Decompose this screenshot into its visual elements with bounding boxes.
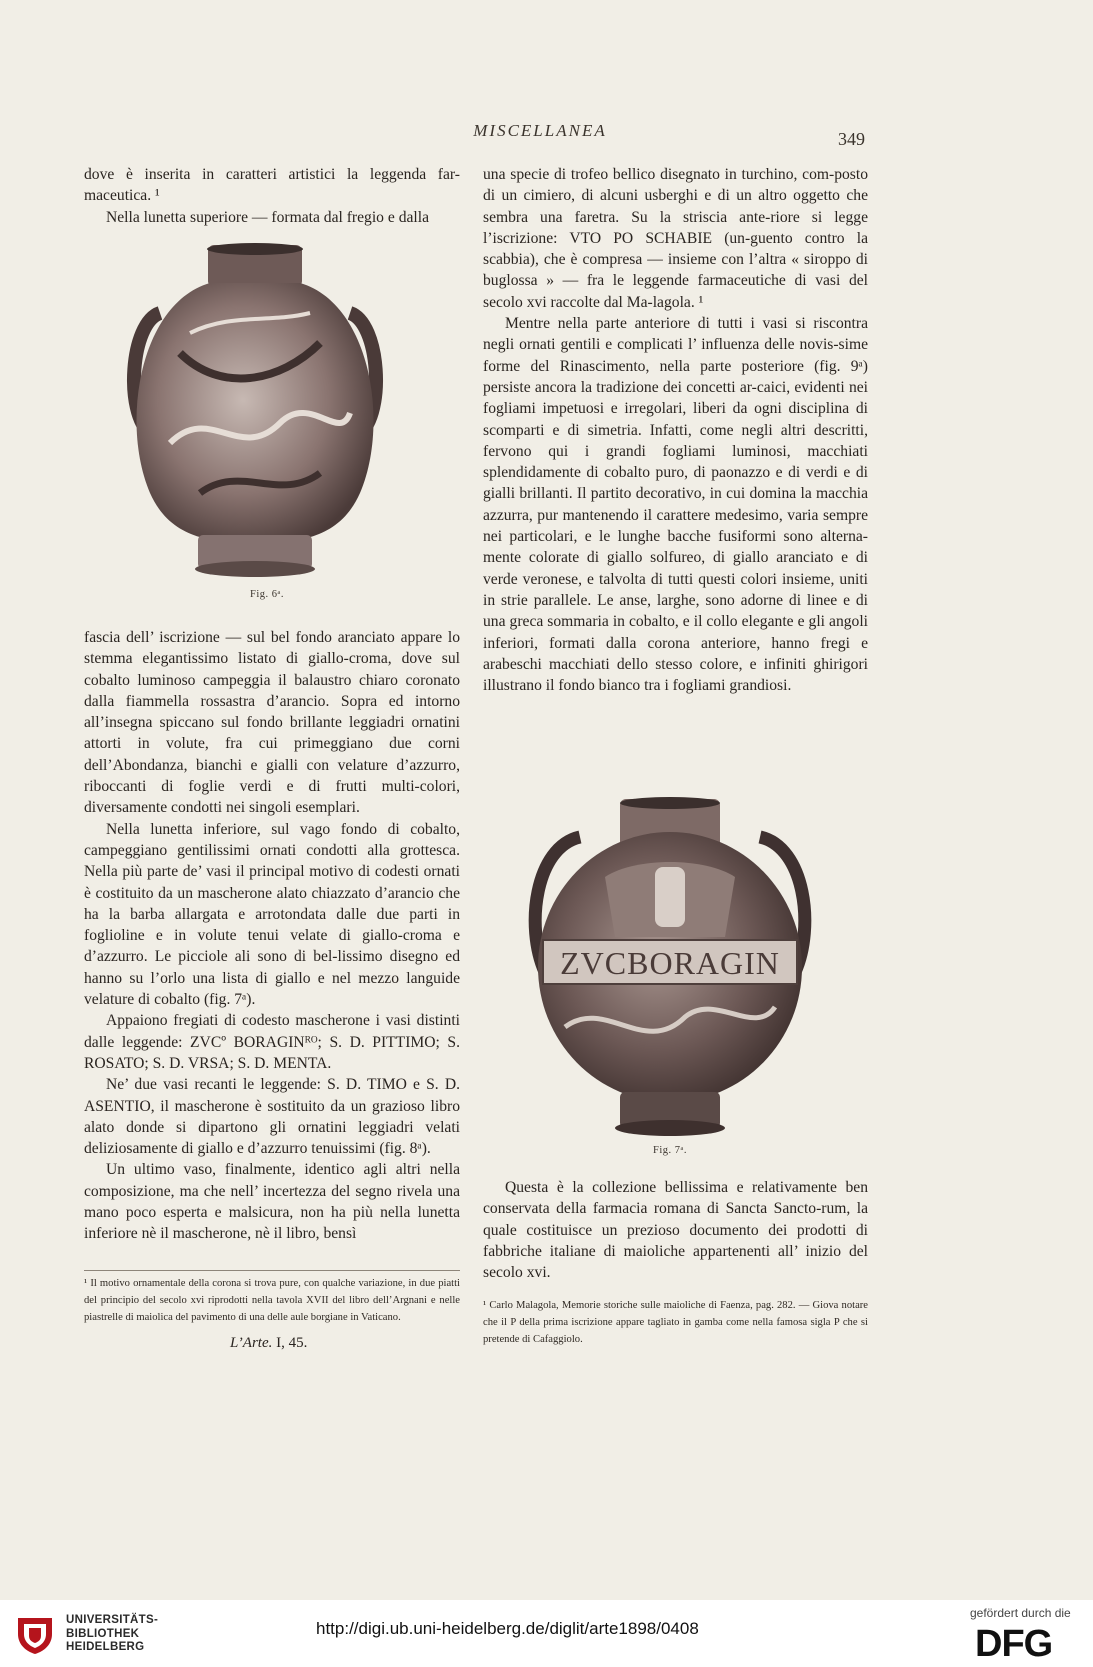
footnote-left: ¹ Il motivo ornamentale della corona si trova pure, con qualche variazione, in due piatti del principio del secolo xvi riprodotti nella tavola XVII del libro dell’Argnani e nelle piastrelle di maiolica del pavimento di una delle aule borgiane in Vaticano.	[84, 1278, 460, 1323]
jar-illustration-icon	[120, 243, 390, 583]
funding-note: gefördert durch die	[970, 1606, 1071, 1620]
paragraph: una specie di trofeo bellico disegnato in turchino, com-posto di un cimiero, di alcuni usberghi e di un altro oggetto che sembra una faretra. Su la striscia ante-riore si legge l’iscrizione: VTO PO SCHABIE (un-guento contro la scabbia), che è compresa — insieme con l’altra « siroppo di buglossa » — fra le leggende farmaceutiche di vasi del secolo xvi raccolte dal Ma-lagola. ¹	[483, 166, 868, 311]
figure-6-caption: Fig. 6ᵃ.	[250, 589, 285, 600]
university-library-logo-icon	[14, 1614, 56, 1656]
footnote-rule	[84, 1270, 460, 1271]
paragraph: Nella lunetta inferiore, sul vago fondo di cobalto, campeggiano gentilissimi ornati condotti alla grottesca. Nella più parte de’ vasi il principal motivo di codesti ornati è costituito da un mascherone alato chiazzato d’arancio che ha la barba allargata e arrotondata dalle due parti in foglioline e in volute tenui velate di giallo-croma e d’azzurro. Le picciole ali sono di bel-lissimo disegno ed hanno su l’orlo una lista di giallo e nel mezzo languide velature di cobalto (fig. 7ᵃ).	[84, 820, 460, 1009]
paragraph: Appaiono fregiati di codesto mascherone i vasi distinti dalle leggende: ZVCº BORAGINᴿᴼ; S. D. PITTIMO; S. ROSATO; S. D. VRSA; S. D. MENTA.	[84, 1012, 460, 1072]
paragraph: Un ultimo vaso, finalmente, identico agli altri nella composizione, ma che nell’ incertezza del segno rivela una mano poco esperta e malsicura, non ha più nella lunetta inferiore nè il mascherone, nè il libro, bensì	[84, 1161, 460, 1243]
permalink-url[interactable]: http://digi.ub.uni-heidelberg.de/diglit/arte1898/0408	[316, 1619, 699, 1638]
institution-name	[66, 1614, 158, 1655]
left-column-top	[84, 164, 460, 228]
left-column-bottom	[84, 627, 460, 1245]
journal-signature	[230, 1335, 307, 1352]
institution-line: UNIVERSITÄTS-	[66, 1614, 159, 1626]
jar-inscription: ZVCBORAGIN	[560, 945, 780, 981]
dfg-logo-text: DFG	[975, 1624, 1053, 1660]
footnote-right: ¹ Carlo Malagola, Memorie storiche sulle maioliche di Faenza, pag. 282. — Giova notare che il P della prima iscrizione appare tagliato in gamba come nella famosa sigla P che si pretende di Cafaggiolo.	[483, 1300, 868, 1345]
figure-7-caption: Fig. 7ᵃ.	[653, 1145, 688, 1156]
right-column-top	[483, 164, 868, 696]
paragraph: Mentre nella parte anteriore di tutti i vasi si riscontra negli ornati gentili e complicati l’ influenza delle novis-sime forme del Rinascimento, nella parte posteriore (fig. 9ᵃ) persiste ancora la tradizione dei concetti ar-caici, evidenti nei fogliami impetuosi e irregolari, liberi da ogni disciplina di scomparti e di simetria. Infatti, come negli altri descritti, fervono qui i grandi fogliami luminosi, macchiati splendidamente di cobalto puro, di paonazzo e di verdi e di gialli brillanti. Il partito decorativo, in cui domina la macchia azzurra, pur mantenendo il carattere medesimo, varia sempre nei particolari, e le lunghe bacche fusiformi sono alterna-mente colorate di giallo solfureo, di giallo aranciato e di verde veronese, e talvolta di tutti questi colori insieme, uniti in strie parallele. Le anse, larghe, sono adorne di linee e di una greca sommaria in cobalto, e il collo elegante e gli angoli inferiori, formati dalla corona anteriore, hanno fregi e arabeschi macchiati dello stesso colore, e infiniti ghirigori illustrano il fondo bianco tra i fogliami grandiosi.	[483, 315, 868, 695]
running-head: MISCELLANEA	[473, 121, 607, 140]
paragraph: Questa è la collezione bellissima e relativamente ben conservata della farmacia romana di Sancta Sancto-rum, la quale costituisce un prezioso documento dei prodotti di fabbriche italiane di maioliche appartenenti all’ inizio del secolo xvi.	[483, 1179, 868, 1282]
dfg-logo-icon	[975, 1624, 1075, 1660]
signature-ref: I, 45.	[276, 1335, 308, 1351]
jar-illustration-icon	[525, 797, 815, 1142]
digitization-footer	[0, 1600, 1093, 1667]
paragraph: Ne’ due vasi recanti le leggende: S. D. TIMO e S. D. ASENTIO, il mascherone è sostituito da un grazioso libro alato donde si dipartono gli ornatini leggiadri velati deliziosamente di giallo e d’azzurro tenuissimi (fig. 8ᵃ).	[84, 1076, 460, 1158]
signature-journal: L’Arte.	[230, 1335, 273, 1351]
page-number: 349	[838, 129, 865, 149]
paragraph: dove è inserita in caratteri artistici la leggenda far-maceutica. ¹	[84, 166, 460, 205]
paragraph: fascia dell’ iscrizione — sul bel fondo aranciato appare lo stemma elegantissimo listato di giallo-croma, dove sul cobalto luminoso campeggia il balaustro chiaro coronato dalla fiammella rossastra d’arancio. Sopra ed intorno all’insegna spiccano sul fondo brillante leggiadri ornatini attorti in volute, fra cui primeggiano due corni dell’Abondanza, bianchi e gialli con velature d’azzurro, riboccanti di foglie verdi e di frutti multi-colori, diversamente condotti nei singoli esemplari.	[84, 629, 460, 817]
paragraph: Nella lunetta superiore — formata dal fregio e dalla	[106, 208, 429, 226]
figure-7-jar-photo	[525, 797, 815, 1142]
figure-6-jar-photo	[120, 243, 390, 583]
institution-line: BIBLIOTHEK	[66, 1627, 140, 1640]
institution-line: HEIDELBERG	[66, 1641, 145, 1653]
right-column-bottom	[483, 1177, 868, 1283]
